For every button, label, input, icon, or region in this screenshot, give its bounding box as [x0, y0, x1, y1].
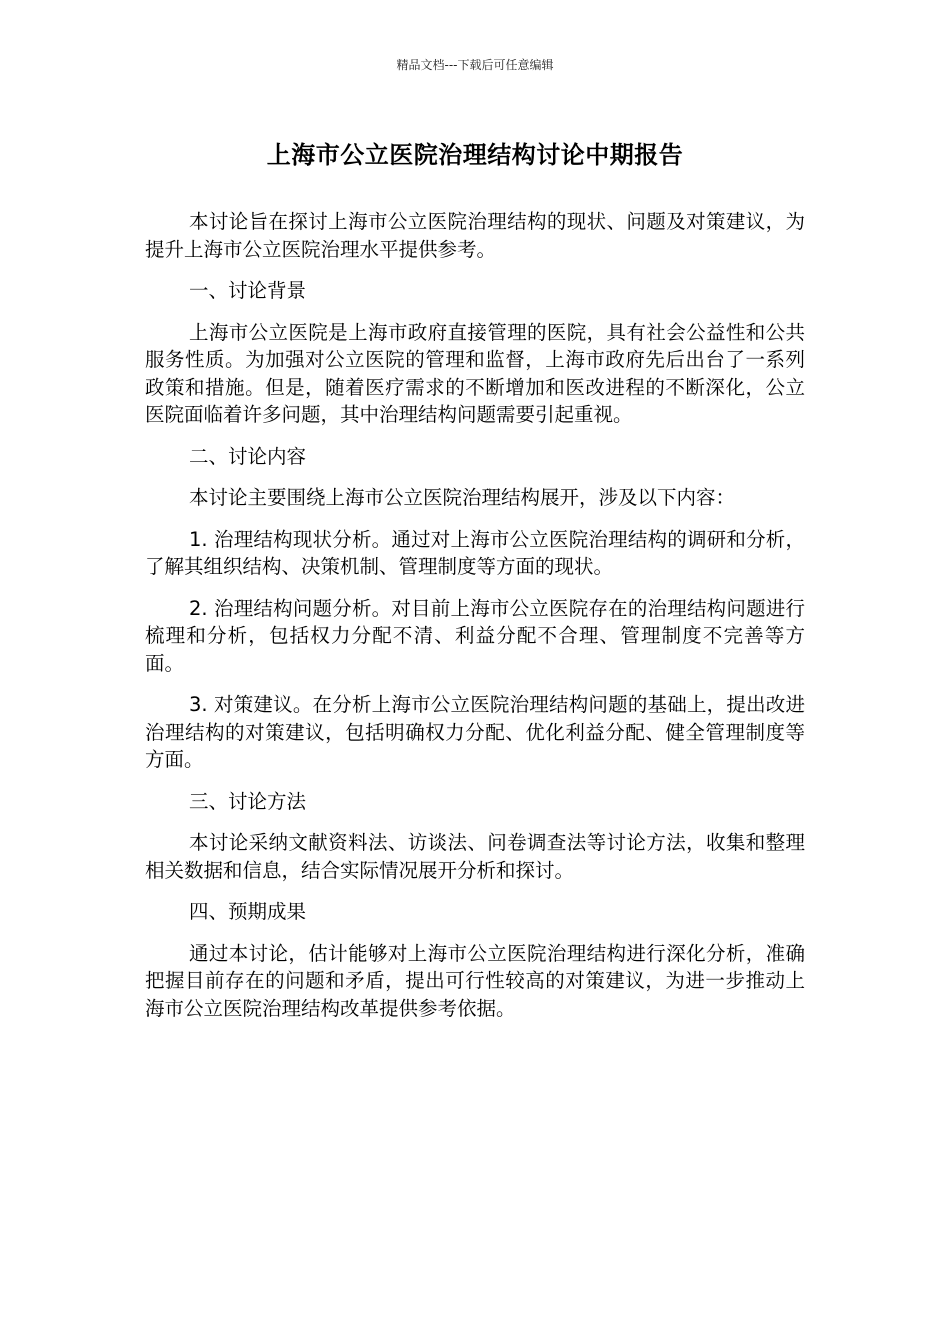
- content-item-3: 3. 对策建议。在分析上海市公立医院治理结构问题的基础上，提出改进治理结构的对策建议，包括明确权力分配、优化利益分配、健全管理制度等方面。: [145, 693, 805, 771]
- content-item-1: 1. 治理结构现状分析。通过对上海市公立医院治理结构的调研和分析，了解其组织结构、决策机制、管理制度等方面的现状。: [145, 527, 805, 578]
- document-title: 上海市公立医院治理结构讨论中期报告: [266, 141, 684, 169]
- section-heading-outcome: 四、预期成果: [189, 900, 307, 923]
- section-heading-method: 三、讨论方法: [189, 789, 307, 813]
- content-item-2: 2. 治理结构问题分析。对目前上海市公立医院存在的治理结构问题进行梳理和分析，包括权力分配不清、利益分配不合理、管理制度不完善等方面。: [145, 596, 805, 675]
- content-intro-paragraph: 本讨论主要围绕上海市公立医院治理结构展开，涉及以下内容：: [189, 486, 736, 509]
- page-header: 精品文档---下载后可任意编辑: [396, 58, 554, 72]
- document-body: [145, 208, 805, 1036]
- background-paragraph: 上海市公立医院是上海市政府直接管理的医院，具有社会公益性和公共服务性质。为加强对公立医院的管理和监督，上海市政府先后出台了一系列政策和措施。但是，随着医疗需求的不断增加和医改进程的不断深化，公立医院面临着许多问题，其中治理结构问题需要引起重视。: [145, 320, 805, 426]
- outcome-paragraph: 通过本讨论，估计能够对上海市公立医院治理结构进行深化分析，准确把握目前存在的问题和矛盾，提出可行性较高的对策建议，为进一步推动上海市公立医院治理结构改革提供参考依据。: [145, 941, 805, 1020]
- section-heading-background: 一、讨论背景: [189, 279, 307, 302]
- section-heading-content: 二、讨论内容: [189, 444, 307, 468]
- intro-paragraph: 本讨论旨在探讨上海市公立医院治理结构的现状、问题及对策建议，为提升上海市公立医院治理水平提供参考。: [145, 210, 805, 261]
- method-paragraph: 本讨论采纳文献资料法、访谈法、问卷调查法等讨论方法，收集和整理相关数据和信息，结合实际情况展开分析和探讨。: [145, 831, 805, 882]
